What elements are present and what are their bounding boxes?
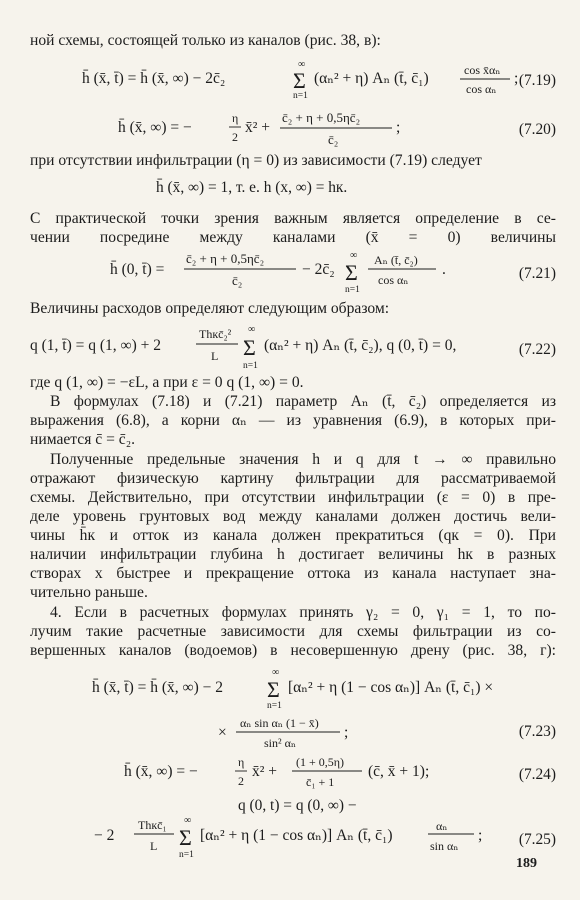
svg-text:∞: ∞ <box>248 324 256 335</box>
equation-7-20 <box>0 108 580 152</box>
text-line: где q (1, ∞) = −εL, а при ε = 0 q (1, ∞) = 0. <box>30 374 304 391</box>
svg-text:;: ; <box>478 827 483 844</box>
equation-number: (7.25) <box>518 831 556 848</box>
equation-number: (7.22) <box>518 341 556 358</box>
text-line: С практической точки зрения важным является определение в се- <box>30 210 556 227</box>
text-line: чины h̄к и отток из канала должен прекратиться (qк = 0). При <box>30 527 556 544</box>
text-line: нимается c̄ = c̄₂. <box>30 431 136 448</box>
svg-text:Σ: Σ <box>293 68 306 93</box>
text-line: отражают физическую картину фильтрации для рассматриваемой <box>30 470 556 487</box>
svg-text:∞: ∞ <box>350 250 358 261</box>
svg-text:(1 + 0,5η): (1 + 0,5η) <box>296 755 345 769</box>
svg-text:[αₙ² + η (1 − cos αₙ)] Aₙ (t̄,: [αₙ² + η (1 − cos αₙ)] Aₙ (t̄, c̄₁) × <box>288 679 494 696</box>
svg-text:Σ: Σ <box>267 677 280 702</box>
svg-text:∞: ∞ <box>298 59 306 70</box>
svg-text:αₙ: αₙ <box>436 819 448 833</box>
svg-text:− 2: − 2 <box>94 827 115 844</box>
svg-text:Σ: Σ <box>243 335 256 360</box>
equation-7-19 <box>0 54 580 100</box>
svg-text:x̄² +: x̄² + <box>252 763 278 780</box>
svg-text:sin² αₙ: sin² αₙ <box>264 736 297 750</box>
svg-text:n=1: n=1 <box>345 285 360 295</box>
text-line: выражения (6.8), а корни αₙ — из уравнения (6.9), в которых при- <box>30 412 556 429</box>
text-line: вершенных каналов (водоемов) в несовершенную дрену (рис. 38, г): <box>30 642 556 659</box>
text-line: чительно раньше. <box>30 584 148 601</box>
svg-text:h̄ (x̄, t̄) = h̄ (x̄, ∞) − 2c̄: h̄ (x̄, t̄) = h̄ (x̄, ∞) − 2c̄₂ <box>82 70 226 87</box>
text-line: ной схемы, состоящей только из каналов (рис. 38, в): <box>30 32 381 49</box>
svg-text:h̄ (x̄, ∞) = −: h̄ (x̄, ∞) = − <box>124 763 198 780</box>
text-line: створах x быстрее и прекращение оттока из канала наступает зна- <box>30 565 556 582</box>
equation-7-23-part1 <box>0 664 580 710</box>
text-line: Полученные предельные значения h и q для t → ∞ правильно <box>50 451 556 468</box>
svg-text:2: 2 <box>238 774 244 788</box>
svg-text:×: × <box>218 724 227 741</box>
text-line: схемы. Действительно, при отсутствии инфильтрации (ε = 0) в пре- <box>30 489 556 506</box>
svg-text:;: ; <box>344 724 349 741</box>
svg-text:c̄₁ + 1: c̄₁ + 1 <box>306 775 335 789</box>
svg-text:Σ: Σ <box>345 260 358 285</box>
equation-7-24 <box>0 752 580 796</box>
svg-text:.: . <box>442 261 446 278</box>
text-line: чении посредине между каналами (x̄ = 0) величины <box>30 229 556 246</box>
svg-text:n=1: n=1 <box>293 91 308 100</box>
svg-text:n=1: n=1 <box>179 850 194 860</box>
svg-text:(αₙ² + η) Aₙ (t̄, c̄₁): (αₙ² + η) Aₙ (t̄, c̄₁) <box>314 70 429 87</box>
text-line: В формулах (7.18) и (7.21) параметр Aₙ (t̄, c̄₂) определяется из <box>50 393 556 410</box>
svg-text:(c̄, x̄ + 1);: (c̄, x̄ + 1); <box>368 763 430 780</box>
svg-text:2: 2 <box>232 130 238 144</box>
svg-text:αₙ sin αₙ (1 − x̄): αₙ sin αₙ (1 − x̄) <box>240 716 319 730</box>
svg-text:c̄₂: c̄₂ <box>328 132 339 147</box>
equation-number: (7.19) <box>518 72 556 89</box>
svg-text:(αₙ² + η) Aₙ (t̄, c̄₂), q (0,: (αₙ² + η) Aₙ (t̄, c̄₂), q (0, t̄) = 0, <box>264 337 457 354</box>
svg-text:c̄₂ + η + 0,5ηc̄₂: c̄₂ + η + 0,5ηc̄₂ <box>186 251 265 266</box>
svg-text:L: L <box>150 839 158 853</box>
svg-text:h̄ (x̄, t̄) = h̄ (x̄, ∞) − 2: h̄ (x̄, t̄) = h̄ (x̄, ∞) − 2 <box>92 679 223 696</box>
equation-number: (7.24) <box>518 766 556 783</box>
equation-limit: h̄ (x̄, ∞) = 1, т. е. h (x, ∞) = hк. <box>156 179 348 196</box>
svg-text:c̄₂ + η + 0,5ηc̄₂: c̄₂ + η + 0,5ηc̄₂ <box>282 110 361 125</box>
svg-text:[αₙ² + η (1 − cos αₙ)] Aₙ (t̄,: [αₙ² + η (1 − cos αₙ)] Aₙ (t̄, c̄₁) <box>200 827 393 844</box>
svg-text:L: L <box>211 349 219 363</box>
svg-text:Thкc̄₁: Thкc̄₁ <box>138 818 167 832</box>
svg-text:cos αₙ: cos αₙ <box>378 273 409 287</box>
equation-7-22 <box>0 322 580 374</box>
svg-text:η: η <box>232 111 239 125</box>
text-line: деле уровень грунтовых вод между каналами должен достичь вели- <box>30 508 556 525</box>
equation-7-25-part2 <box>0 812 580 860</box>
equation-number: (7.23) <box>518 723 556 740</box>
svg-text:Thкc̄₂²: Thкc̄₂² <box>199 327 232 341</box>
equation-7-23-part2 <box>0 712 580 754</box>
text-line: наличии инфильтрации глубина h достигает величины hк в разных <box>30 546 556 563</box>
svg-text:n=1: n=1 <box>267 701 282 710</box>
text-line: лучим такие расчетные зависимости для схемы фильтрации из со- <box>30 623 556 640</box>
svg-text:;: ; <box>514 70 519 87</box>
equation-number: (7.20) <box>518 121 556 138</box>
svg-text:x̄² +: x̄² + <box>245 119 271 136</box>
svg-text:cos x̄αₙ: cos x̄αₙ <box>464 63 501 77</box>
svg-text:n=1: n=1 <box>243 361 258 371</box>
text-line: Величины расходов определяют следующим образом: <box>30 300 390 317</box>
svg-text:Aₙ (t̄, c̄₂): Aₙ (t̄, c̄₂) <box>374 253 418 267</box>
equation-number: (7.21) <box>518 265 556 282</box>
svg-text:h̄ (x̄, ∞) = −: h̄ (x̄, ∞) = − <box>118 119 192 136</box>
svg-text:∞: ∞ <box>272 667 280 678</box>
svg-text:cos αₙ: cos αₙ <box>466 82 497 96</box>
svg-text:c̄₂: c̄₂ <box>232 273 243 288</box>
equation-7-21 <box>0 248 580 298</box>
svg-text:∞: ∞ <box>184 815 192 826</box>
text-line: при отсутствии инфильтрации (η = 0) из зависимости (7.19) следует <box>30 152 482 169</box>
svg-text:η: η <box>238 755 245 769</box>
svg-text:q (1, t̄) = q (1, ∞) + 2: q (1, t̄) = q (1, ∞) + 2 <box>30 337 161 354</box>
svg-text:sin αₙ: sin αₙ <box>430 839 459 853</box>
svg-text:Σ: Σ <box>179 825 192 850</box>
page-number: 189 <box>516 856 537 871</box>
svg-text:;: ; <box>396 119 401 136</box>
equation-7-25-part1: q (0, t) = q (0, ∞) − <box>238 797 357 814</box>
text-line: 4. Если в расчетных формулах принять γ₂ = 0, γ₁ = 1, то по- <box>50 604 556 621</box>
svg-text:h̄ (0, t̄) =: h̄ (0, t̄) = <box>110 261 165 278</box>
svg-text:− 2c̄₂: − 2c̄₂ <box>302 261 335 278</box>
